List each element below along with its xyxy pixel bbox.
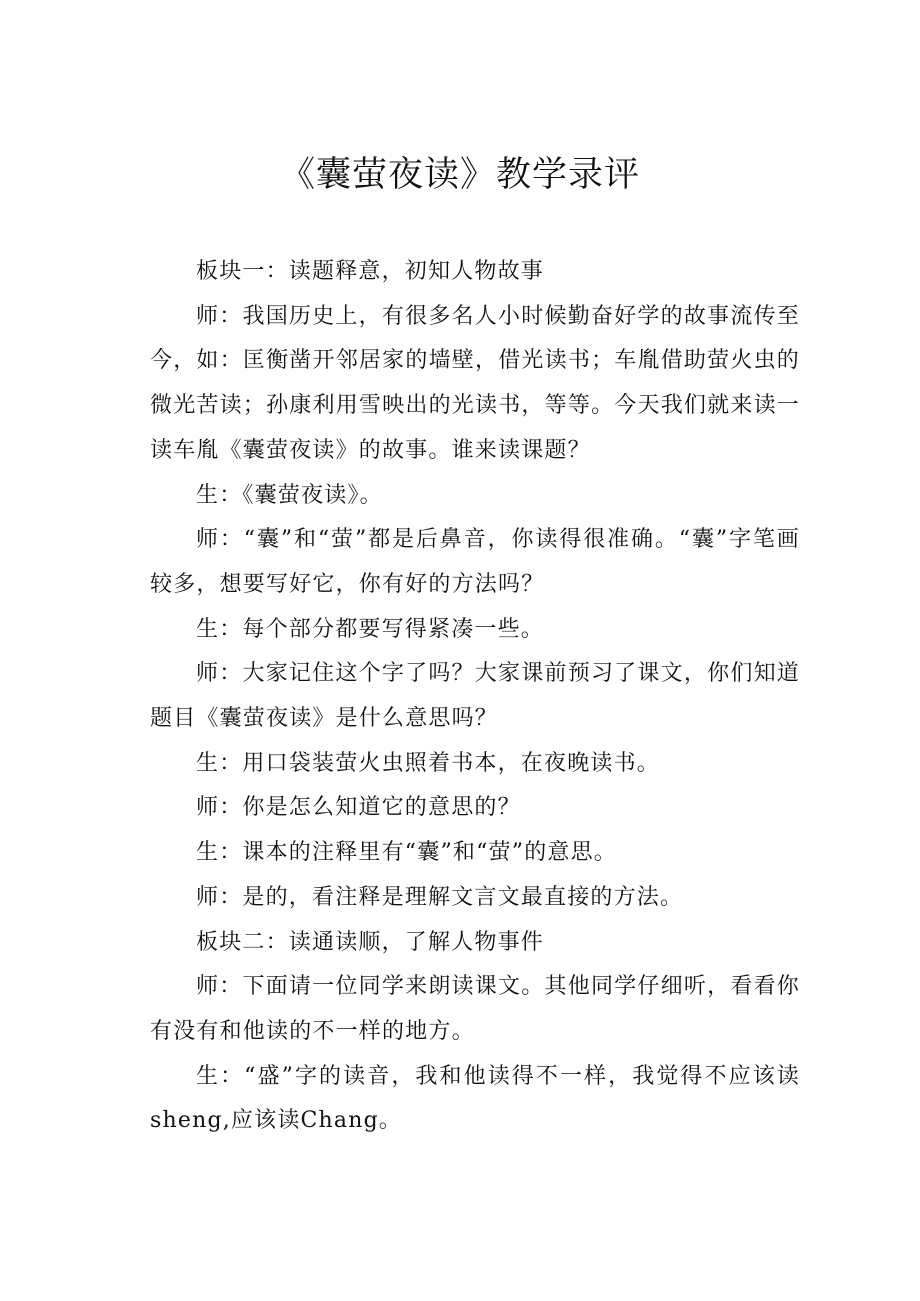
paragraph: 师：是的，看注释是理解文言文最直接的方法。 bbox=[196, 884, 684, 910]
section-2-heading: 板块二：读通读顺，了解人物事件 bbox=[196, 929, 545, 955]
paragraph: 师：大家记住这个字了吗？大家课前预习了课文，你们知道题目《囊萤夜读》是什么意思吗？ bbox=[150, 661, 800, 732]
paragraph: 生：课本的注释里有“囊”和“萤”的意思。 bbox=[196, 840, 617, 866]
section-1-heading: 板块一：读题释意，初知人物故事 bbox=[196, 259, 545, 284]
paragraph: 师：“囊”和“萤”都是后鼻音，你读得很准确。“囊”字笔画较多，想要写好它，你有好的方法吗？ bbox=[150, 527, 800, 597]
paragraph: 生：“盛”字的读音，我和他读得不一样，我觉得不应该读sheng,应该读Chang。 bbox=[150, 1063, 800, 1134]
paragraph: 生：《囊萤夜读》。 bbox=[196, 482, 383, 508]
paragraph: 师：我国历史上，有很多名人小时候勤奋好学的故事流传至今，如：匡衡凿开邻居家的墙壁，借光读书；车胤借助萤火虫的微光苦读；孙康利用雪映出的光读书，等等。今天我们就来读一读车胤《囊萤夜读》的故事。谁来读课题？ bbox=[150, 303, 800, 463]
paragraph: 师：你是怎么知道它的意思的？ bbox=[196, 795, 521, 821]
paragraph: 师：下面请一位同学来朗读课文。其他同学仔细听，看看你有没有和他读的不一样的地方。 bbox=[150, 974, 800, 1044]
document-title: 《囊萤夜读》教学录评 bbox=[279, 155, 640, 195]
paragraph: 生：每个部分都要写得紧凑一些。 bbox=[196, 616, 545, 642]
document-body bbox=[150, 250, 800, 1144]
paragraph: 生：用口袋装萤火虫照着书本，在夜晚读书。 bbox=[196, 750, 661, 776]
